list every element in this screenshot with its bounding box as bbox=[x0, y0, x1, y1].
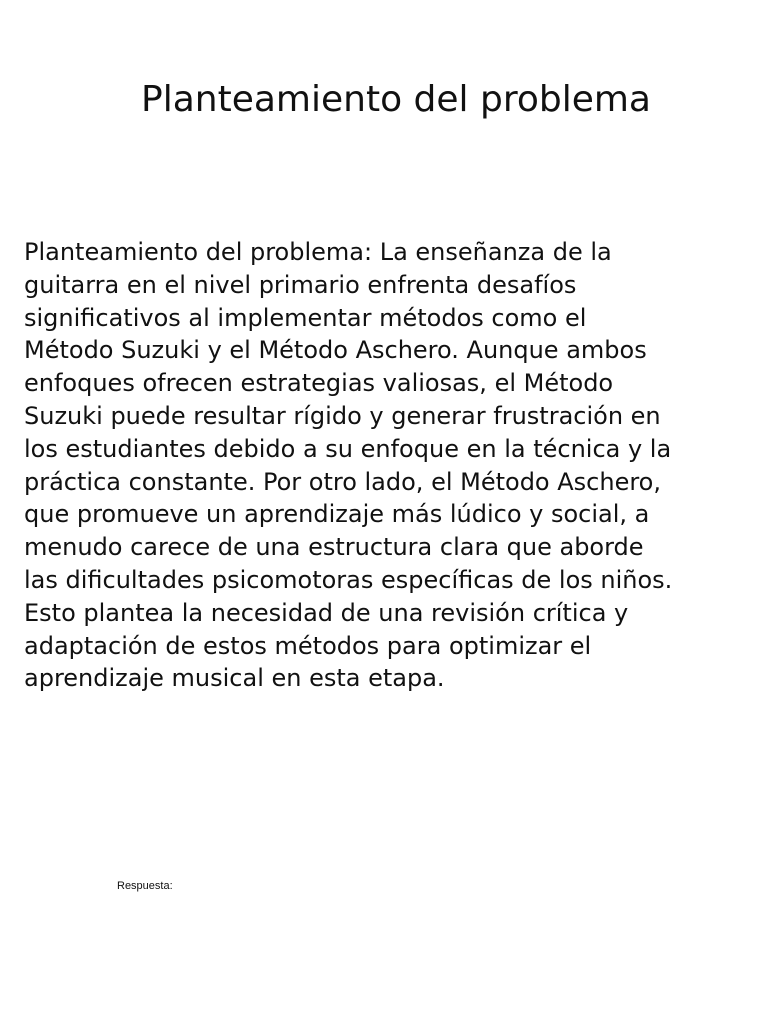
answer-label: Respuesta: bbox=[117, 880, 173, 892]
page-title: Planteamiento del problema bbox=[141, 79, 651, 120]
body-paragraph: Planteamiento del problema: La enseñanza de la guitarra en el nivel primario enfrenta desafíos significativos al implementar métodos como el Método Suzuki y el Método Aschero. Aunque ambos enfoques ofrecen estrategias valiosas, el Método Suzuki puede resultar rígido y generar frustración en los estudiantes debido a su enfoque en la técnica y la práctica constante. Por otro lado, el Método Aschero, que promueve un aprendizaje más lúdico y social, a menudo carece de una estructura clara que aborde las dificultades psicomotoras específicas de los niños. Esto plantea la necesidad de una revisión crítica y adaptación de estos métodos para optimizar el aprendizaje musical en esta etapa. bbox=[24, 238, 673, 693]
